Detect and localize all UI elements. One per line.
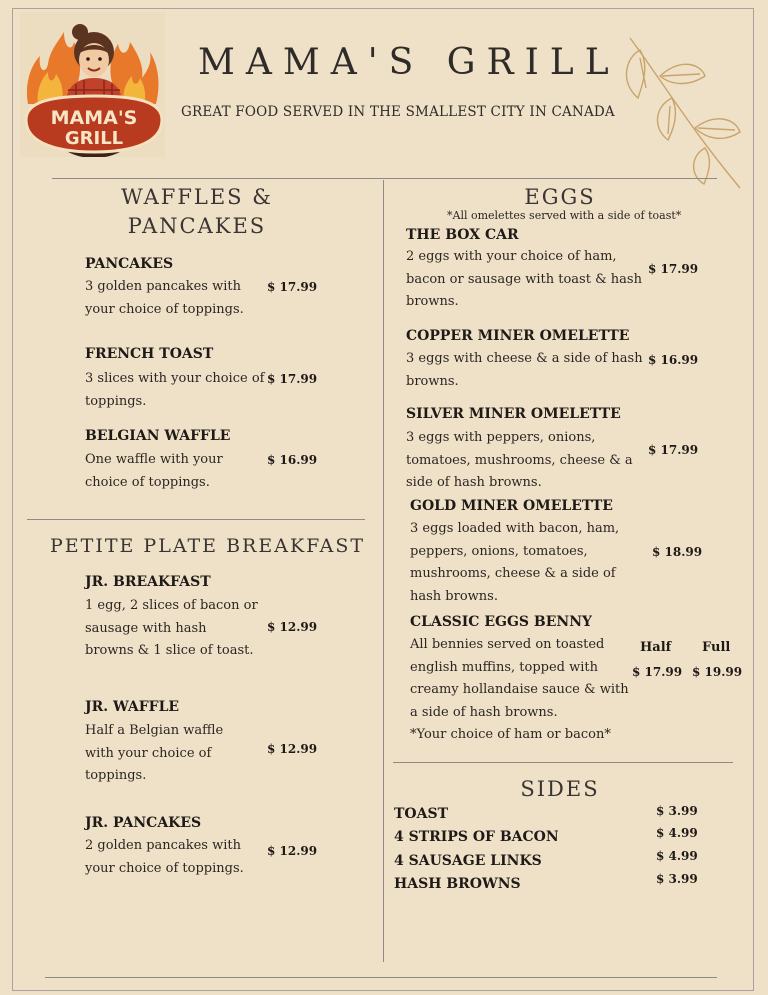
menu-item-price: $ 12.99	[267, 620, 318, 634]
description-line: Half a Belgian waffle	[85, 723, 224, 738]
side-item-price: $ 3.99	[656, 872, 698, 886]
description-line: *Your choice of ham or bacon*	[410, 727, 611, 742]
full-label: Full	[702, 640, 731, 655]
menu-item-price: $ 17.99	[648, 443, 699, 457]
description-line: 3 golden pancakes with	[85, 279, 241, 294]
full-price: $ 19.99	[692, 665, 743, 679]
side-item-price: $ 4.99	[656, 826, 698, 840]
description-line: mushrooms, cheese & a side of	[410, 566, 616, 581]
description-line: One waffle with your	[85, 452, 223, 467]
description-line: 3 eggs with cheese & a side of hash	[406, 351, 643, 366]
menu-item-description	[85, 835, 244, 880]
side-item-name: TOAST	[394, 806, 449, 822]
tagline: GREAT FOOD SERVED IN THE SMALLEST CITY IN CANADA	[181, 104, 615, 120]
sides-divider	[393, 762, 733, 763]
menu-item-description	[406, 246, 642, 314]
description-line: your choice of toppings.	[85, 301, 244, 317]
description-line: 2 eggs with your choice of ham,	[406, 249, 617, 264]
description-line: your choice of toppings.	[85, 860, 244, 876]
menu-item-description	[85, 449, 223, 494]
description-line: browns.	[406, 373, 459, 389]
side-item-price: $ 4.99	[656, 849, 698, 863]
menu-item-description	[85, 368, 264, 413]
menu-item-price: $ 12.99	[267, 742, 318, 756]
svg-text:MAMA'S: MAMA'S	[50, 107, 138, 129]
description-line: sausage with hash	[85, 620, 207, 636]
menu-item-description	[85, 720, 223, 788]
menu-item-price: $ 12.99	[267, 844, 318, 858]
description-line: bacon or sausage with toast & hash	[406, 271, 642, 287]
menu-item-price: $ 16.99	[267, 453, 318, 467]
section-title-eggs: EGGS	[524, 185, 596, 209]
description-line: choice of toppings.	[85, 474, 210, 490]
description-line: 3 slices with your choice of	[85, 371, 265, 386]
menu-item-description	[85, 595, 258, 663]
menu-item-name: THE BOX CAR	[406, 227, 519, 243]
description-line: hash browns.	[410, 588, 498, 604]
description-line: english muffins, topped with	[410, 659, 599, 675]
menu-item-description	[406, 348, 643, 393]
header-divider	[52, 178, 717, 179]
description-line: side of hash browns.	[406, 475, 542, 490]
half-price: $ 17.99	[632, 665, 683, 679]
menu-item-price: $ 17.99	[648, 262, 699, 276]
side-item-price: $ 3.99	[656, 804, 698, 818]
menu-item-name: JR. WAFFLE	[85, 699, 180, 715]
description-line: browns & 1 slice of toast.	[85, 643, 254, 658]
side-item-name: HASH BROWNS	[394, 876, 521, 892]
svg-text:GRILL: GRILL	[64, 128, 124, 149]
section-title-sides: SIDES	[520, 777, 600, 801]
description-line: 2 golden pancakes with	[85, 838, 241, 853]
description-line: tomatoes, mushrooms, cheese & a	[406, 452, 633, 468]
menu-item-name: BELGIAN WAFFLE	[85, 428, 231, 444]
menu-item-description	[410, 634, 629, 747]
description-line: browns.	[406, 294, 459, 309]
menu-item-name: GOLD MINER OMELETTE	[410, 498, 613, 514]
section-title-waffles	[90, 183, 304, 241]
restaurant-name: MAMA'S GRILL	[198, 42, 620, 83]
eggs-note: *All omelettes served with a side of toast*	[447, 209, 682, 222]
menu-item-description	[406, 427, 633, 495]
section-title-line: WAFFLES &	[121, 185, 273, 209]
description-line: toppings.	[85, 768, 147, 783]
description-line: peppers, onions, tomatoes,	[410, 543, 588, 559]
menu-item-name: SILVER MINER OMELETTE	[406, 406, 621, 422]
half-label: Half	[640, 640, 672, 655]
footer-divider	[45, 977, 717, 978]
mamas-grill-logo	[20, 12, 165, 157]
description-line: creamy hollandaise sauce & with	[410, 682, 629, 697]
menu-item-name: CLASSIC EGGS BENNY	[410, 614, 592, 630]
leaf-decoration-icon	[600, 28, 750, 198]
menu-item-name: JR. BREAKFAST	[85, 574, 211, 590]
menu-item-name: PANCAKES	[85, 256, 174, 272]
side-item-name: 4 STRIPS OF BACON	[394, 829, 559, 845]
menu-item-price: $ 17.99	[267, 280, 318, 294]
left-section-divider	[27, 519, 365, 520]
description-line: 3 eggs with peppers, onions,	[406, 430, 596, 445]
description-line: toppings.	[85, 393, 147, 409]
description-line: with your choice of	[85, 745, 212, 761]
menu-item-description	[85, 276, 244, 321]
description-line: a side of hash browns.	[410, 704, 558, 720]
menu-item-description	[410, 518, 619, 608]
menu-item-price: $ 17.99	[267, 372, 318, 386]
menu-item-name: FRENCH TOAST	[85, 346, 214, 362]
side-item-name: 4 SAUSAGE LINKS	[394, 853, 542, 869]
column-divider	[383, 180, 384, 962]
description-line: 1 egg, 2 slices of bacon or	[85, 598, 258, 613]
section-title-line: PANCAKES	[127, 214, 267, 238]
description-line: All bennies served on toasted	[410, 637, 605, 652]
menu-item-price: $ 16.99	[648, 353, 699, 367]
menu-item-price: $ 18.99	[652, 545, 703, 559]
section-title-petite: PETITE PLATE BREAKFAST	[50, 535, 366, 557]
menu-item-name: JR. PANCAKES	[85, 815, 202, 831]
description-line: 3 eggs loaded with bacon, ham,	[410, 521, 620, 536]
menu-item-name: COPPER MINER OMELETTE	[406, 328, 630, 344]
